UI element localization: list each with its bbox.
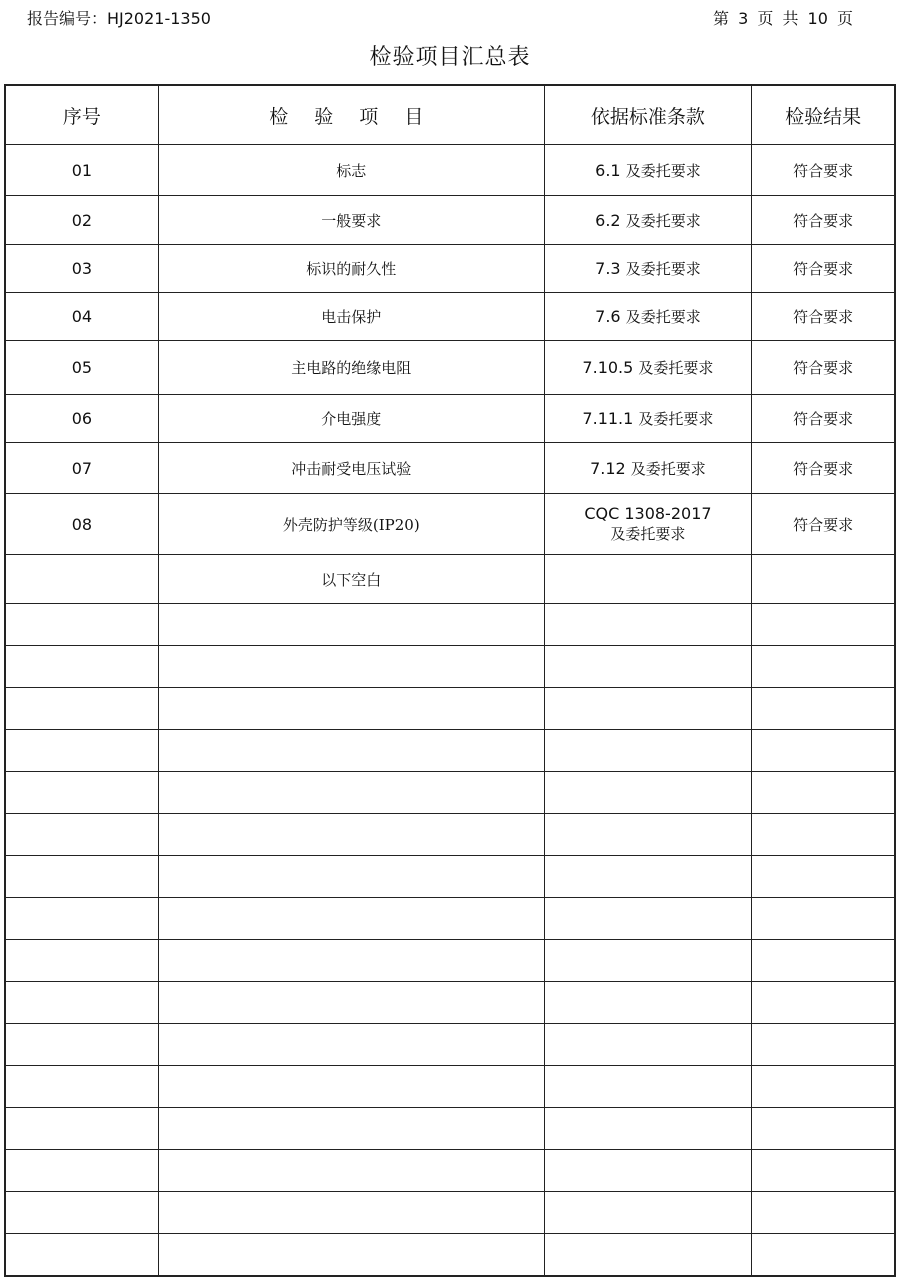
clause-text: 及委托要求 <box>625 211 701 230</box>
empty-cell <box>752 856 895 898</box>
item-name: 介电强度 <box>158 395 544 443</box>
empty-row <box>5 982 895 1024</box>
empty-cell <box>544 814 751 856</box>
item-name: 标志 <box>158 145 544 196</box>
empty-cell <box>158 1234 544 1276</box>
empty-cell <box>5 940 158 982</box>
row-number: 05 <box>5 341 158 395</box>
empty-cell <box>5 1192 158 1234</box>
item-name: 标识的耐久性 <box>158 245 544 293</box>
item-name: 外壳防护等级(IP20) <box>158 494 544 555</box>
empty-cell <box>5 646 158 688</box>
page-title: 检验项目汇总表 <box>369 45 531 70</box>
table-row <box>5 443 895 494</box>
clause-cell <box>544 293 751 341</box>
blank-note-row <box>5 555 895 604</box>
empty-cell <box>158 1192 544 1234</box>
empty-cell <box>5 604 158 646</box>
empty-cell <box>158 730 544 772</box>
clause-number: 7.10.5 <box>582 358 634 377</box>
empty-cell <box>5 772 158 814</box>
empty-cell <box>158 688 544 730</box>
empty-row <box>5 604 895 646</box>
empty-cell <box>752 1066 895 1108</box>
empty-cell <box>544 772 751 814</box>
empty-cell <box>544 1234 751 1276</box>
empty-row <box>5 1066 895 1108</box>
clause-number: 7.3 <box>595 259 621 278</box>
clause-number: 7.11.1 <box>582 409 634 428</box>
row-number: 02 <box>5 196 158 245</box>
table-header-row <box>5 85 895 145</box>
empty-row <box>5 772 895 814</box>
empty-cell <box>5 1108 158 1150</box>
clause-cell <box>544 395 751 443</box>
clause-number: 7.6 <box>595 307 621 326</box>
empty-cell <box>5 898 158 940</box>
clause-text: 及委托要求 <box>625 260 701 278</box>
empty-cell <box>158 604 544 646</box>
blank-note: 以下空白 <box>158 555 544 604</box>
result-cell: 符合要求 <box>752 341 895 395</box>
empty-cell <box>158 1150 544 1192</box>
empty-cell <box>544 646 751 688</box>
column-header-item: 检 验 项 目 <box>158 85 544 145</box>
clause-number: CQC 1308-2017 <box>584 504 712 523</box>
clause-cell <box>544 341 751 395</box>
page-info: 第 3 页 共 10 页 <box>713 9 853 28</box>
column-header-no: 序号 <box>5 85 158 145</box>
empty-cell <box>752 1108 895 1150</box>
empty-cell <box>158 772 544 814</box>
clause-text: 及委托要求 <box>610 525 686 543</box>
result-cell: 符合要求 <box>752 293 895 341</box>
empty-cell <box>544 730 751 772</box>
empty-row <box>5 940 895 982</box>
table-row <box>5 293 895 341</box>
empty-row <box>5 898 895 940</box>
clause-text: 及委托要求 <box>625 161 701 180</box>
empty-cell <box>544 898 751 940</box>
clause-cell <box>544 443 751 494</box>
empty-cell <box>158 1024 544 1066</box>
row-number: 04 <box>5 293 158 341</box>
table-row <box>5 145 895 196</box>
empty-cell <box>158 940 544 982</box>
empty-cell <box>544 856 751 898</box>
empty-cell <box>5 1234 158 1276</box>
empty-row <box>5 1150 895 1192</box>
clause-cell <box>544 245 751 293</box>
empty-row <box>5 814 895 856</box>
empty-row <box>5 1192 895 1234</box>
empty-cell <box>752 1024 895 1066</box>
item-name: 主电路的绝缘电阻 <box>158 341 544 395</box>
result-cell: 符合要求 <box>752 494 895 555</box>
empty-cell <box>5 814 158 856</box>
row-number: 03 <box>5 245 158 293</box>
clause-cell <box>544 196 751 245</box>
result-cell: 符合要求 <box>752 245 895 293</box>
empty-cell <box>158 814 544 856</box>
empty-cell <box>158 856 544 898</box>
empty-cell <box>752 646 895 688</box>
clause-cell <box>544 145 751 196</box>
row-number: 06 <box>5 395 158 443</box>
clause-number: 7.12 <box>590 458 626 478</box>
empty-cell <box>752 730 895 772</box>
result-cell: 符合要求 <box>752 443 895 494</box>
empty-cell <box>158 646 544 688</box>
table-row <box>5 341 895 395</box>
column-header-result: 检验结果 <box>752 85 895 145</box>
empty-row <box>5 1234 895 1276</box>
empty-cell <box>544 1066 751 1108</box>
empty-row <box>5 688 895 730</box>
empty-cell <box>752 1192 895 1234</box>
empty-cell <box>752 772 895 814</box>
empty-cell <box>158 1066 544 1108</box>
empty-cell <box>5 982 158 1024</box>
table-row <box>5 245 895 293</box>
empty-cell <box>544 555 751 604</box>
empty-cell <box>752 688 895 730</box>
clause-text: 及委托要求 <box>630 459 706 478</box>
empty-row <box>5 646 895 688</box>
clause-text: 及委托要求 <box>638 359 714 377</box>
report-number: 报告编号：HJ2021-1350 <box>27 9 211 28</box>
result-cell: 符合要求 <box>752 395 895 443</box>
clause-text: 及委托要求 <box>625 308 701 326</box>
empty-cell <box>158 982 544 1024</box>
row-number: 07 <box>5 443 158 494</box>
empty-cell <box>752 940 895 982</box>
empty-cell <box>5 1150 158 1192</box>
empty-cell <box>5 856 158 898</box>
empty-cell <box>5 1024 158 1066</box>
empty-cell <box>5 730 158 772</box>
empty-cell <box>752 555 895 604</box>
empty-cell <box>544 604 751 646</box>
empty-cell <box>752 898 895 940</box>
empty-cell <box>752 1150 895 1192</box>
row-number: 01 <box>5 145 158 196</box>
table-row <box>5 395 895 443</box>
column-header-clause: 依据标准条款 <box>544 85 751 145</box>
clause-cell <box>544 494 751 555</box>
inspection-summary-table <box>4 84 896 1277</box>
item-name: 一般要求 <box>158 196 544 245</box>
empty-row <box>5 1024 895 1066</box>
row-number: 08 <box>5 494 158 555</box>
clause-number: 6.1 <box>595 160 621 180</box>
empty-cell <box>544 688 751 730</box>
empty-cell <box>158 898 544 940</box>
empty-cell <box>544 940 751 982</box>
item-name: 冲击耐受电压试验 <box>158 443 544 494</box>
empty-cell <box>544 1150 751 1192</box>
clause-text: 及委托要求 <box>638 410 714 428</box>
empty-row <box>5 1108 895 1150</box>
table-row <box>5 494 895 555</box>
empty-cell <box>752 814 895 856</box>
empty-cell <box>544 1192 751 1234</box>
table-row <box>5 196 895 245</box>
empty-cell <box>752 982 895 1024</box>
empty-cell <box>752 1234 895 1276</box>
empty-cell <box>752 604 895 646</box>
empty-cell <box>158 1108 544 1150</box>
empty-cell <box>5 555 158 604</box>
empty-cell <box>544 1108 751 1150</box>
empty-cell <box>5 1066 158 1108</box>
item-name: 电击保护 <box>158 293 544 341</box>
empty-cell <box>544 1024 751 1066</box>
result-cell: 符合要求 <box>752 145 895 196</box>
empty-cell <box>5 688 158 730</box>
empty-cell <box>544 982 751 1024</box>
clause-number: 6.2 <box>595 210 621 230</box>
empty-row <box>5 730 895 772</box>
empty-row <box>5 856 895 898</box>
result-cell: 符合要求 <box>752 196 895 245</box>
